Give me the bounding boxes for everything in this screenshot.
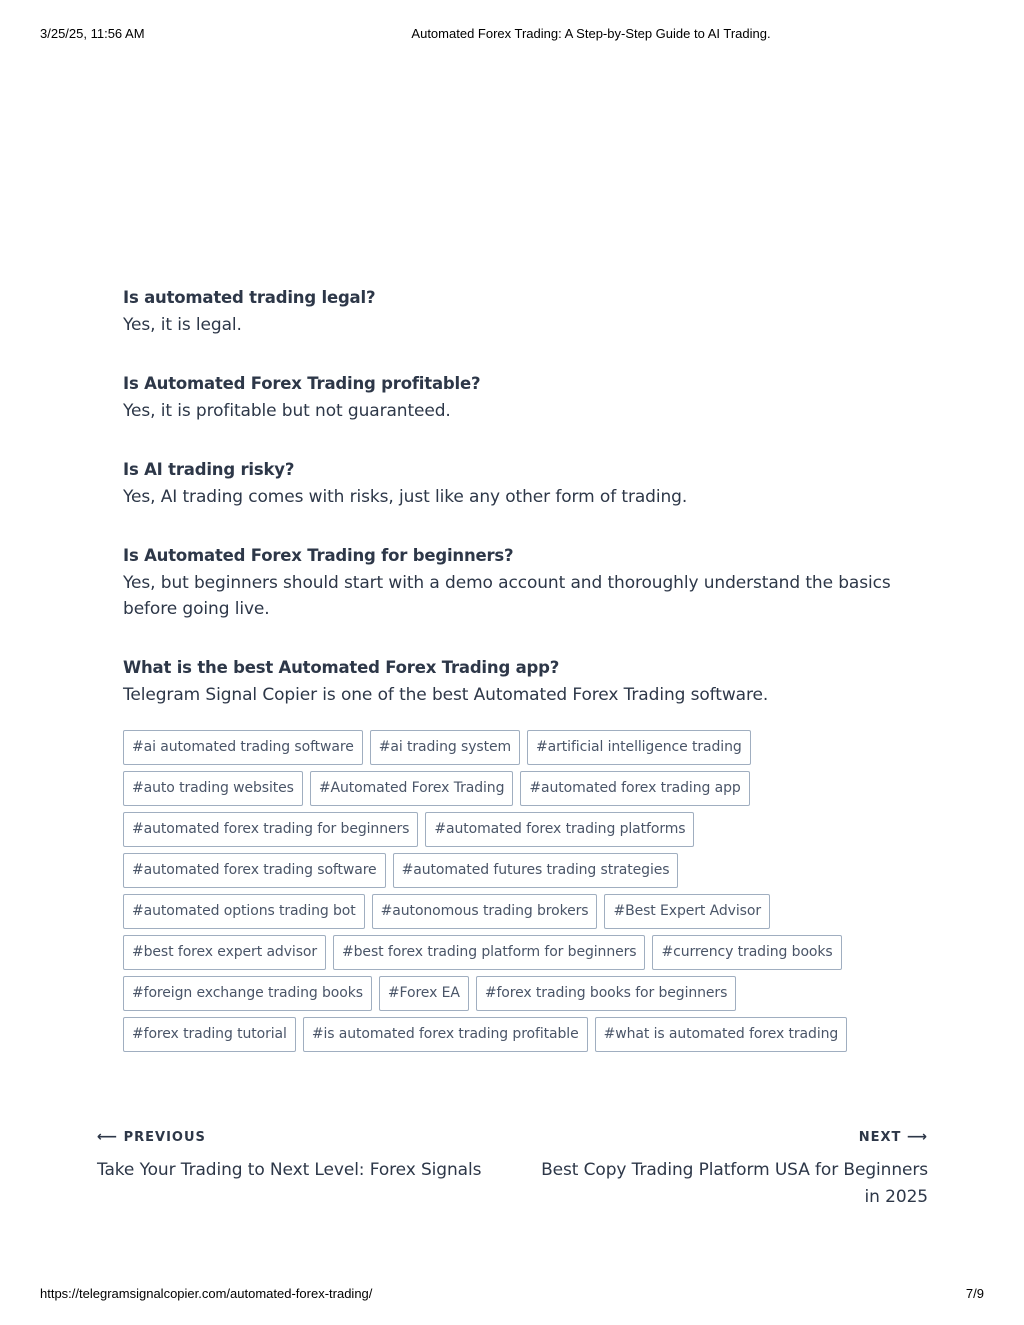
tag-link[interactable]: #best forex trading platform for beginners [333, 935, 645, 970]
print-datetime: 3/25/25, 11:56 AM [40, 26, 145, 41]
tag-link[interactable]: #automated futures trading strategies [393, 853, 679, 888]
faq-item [123, 656, 913, 708]
tag-link[interactable]: #Automated Forex Trading [310, 771, 514, 806]
print-url: https://telegramsignalcopier.com/automated-forex-trading/ [40, 1286, 373, 1301]
next-label-row [528, 1127, 928, 1147]
faq-answer: Yes, it is legal. [123, 315, 242, 335]
faq-question: What is the best Automated Forex Trading app? [123, 658, 560, 677]
tag-link[interactable]: #forex trading tutorial [123, 1017, 296, 1052]
print-header [0, 26, 1024, 42]
faq-answer: Yes, AI trading comes with risks, just like any other form of trading. [123, 487, 688, 507]
faq-answer: Yes, it is profitable but not guaranteed. [123, 401, 451, 421]
next-post-link[interactable] [528, 1127, 928, 1211]
arrow-right-icon: ⟶ [906, 1129, 928, 1145]
tag-link[interactable]: #automated forex trading app [520, 771, 749, 806]
tag-link[interactable]: #is automated forex trading profitable [303, 1017, 588, 1052]
print-footer [0, 1286, 1024, 1302]
tag-link[interactable]: #automated forex trading platforms [425, 812, 694, 847]
article-content [123, 286, 913, 1058]
faq-question: Is automated trading legal? [123, 288, 376, 307]
faq-question: Is Automated Forex Trading for beginners? [123, 546, 514, 565]
faq-item [123, 372, 913, 424]
faq-item [123, 458, 913, 510]
post-navigation [97, 1127, 928, 1217]
tag-link[interactable]: #auto trading websites [123, 771, 303, 806]
tag-link[interactable]: #forex trading books for beginners [476, 976, 736, 1011]
tag-link[interactable]: #Forex EA [379, 976, 469, 1011]
tag-link[interactable]: #automated options trading bot [123, 894, 365, 929]
next-post-title: Best Copy Trading Platform USA for Beginners in 2025 [541, 1160, 928, 1207]
arrow-left-icon: ⟵ [97, 1129, 119, 1145]
faq-question: Is Automated Forex Trading profitable? [123, 374, 481, 393]
tag-link[interactable]: #best forex expert advisor [123, 935, 326, 970]
faq-item [123, 286, 913, 338]
previous-label: PREVIOUS [123, 1130, 206, 1145]
tag-link[interactable]: #automated forex trading software [123, 853, 386, 888]
previous-label-row [97, 1127, 517, 1147]
tag-link[interactable]: #Best Expert Advisor [604, 894, 770, 929]
print-page-number: 7/9 [965, 1286, 984, 1301]
tag-link[interactable]: #ai automated trading software [123, 730, 363, 765]
tag-link[interactable]: #what is automated forex trading [595, 1017, 848, 1052]
previous-post-title: Take Your Trading to Next Level: Forex Signals [97, 1160, 482, 1180]
faq-answer: Telegram Signal Copier is one of the best Automated Forex Trading software. [123, 685, 769, 705]
faq-answer: Yes, but beginners should start with a demo account and thoroughly understand the basics before going live. [123, 573, 891, 619]
tag-link[interactable]: #currency trading books [652, 935, 841, 970]
faq-question: Is AI trading risky? [123, 460, 295, 479]
tag-link[interactable]: #artificial intelligence trading [527, 730, 751, 765]
faq-item [123, 544, 913, 622]
tag-link[interactable]: #ai trading system [370, 730, 520, 765]
tag-link[interactable]: #autonomous trading brokers [372, 894, 598, 929]
tag-list [123, 730, 913, 1058]
tag-link[interactable]: #foreign exchange trading books [123, 976, 372, 1011]
next-label: NEXT [858, 1130, 902, 1145]
previous-post-link[interactable] [97, 1127, 517, 1184]
tag-link[interactable]: #automated forex trading for beginners [123, 812, 418, 847]
print-page-title: Automated Forex Trading: A Step-by-Step Guide to AI Trading. [411, 26, 771, 41]
